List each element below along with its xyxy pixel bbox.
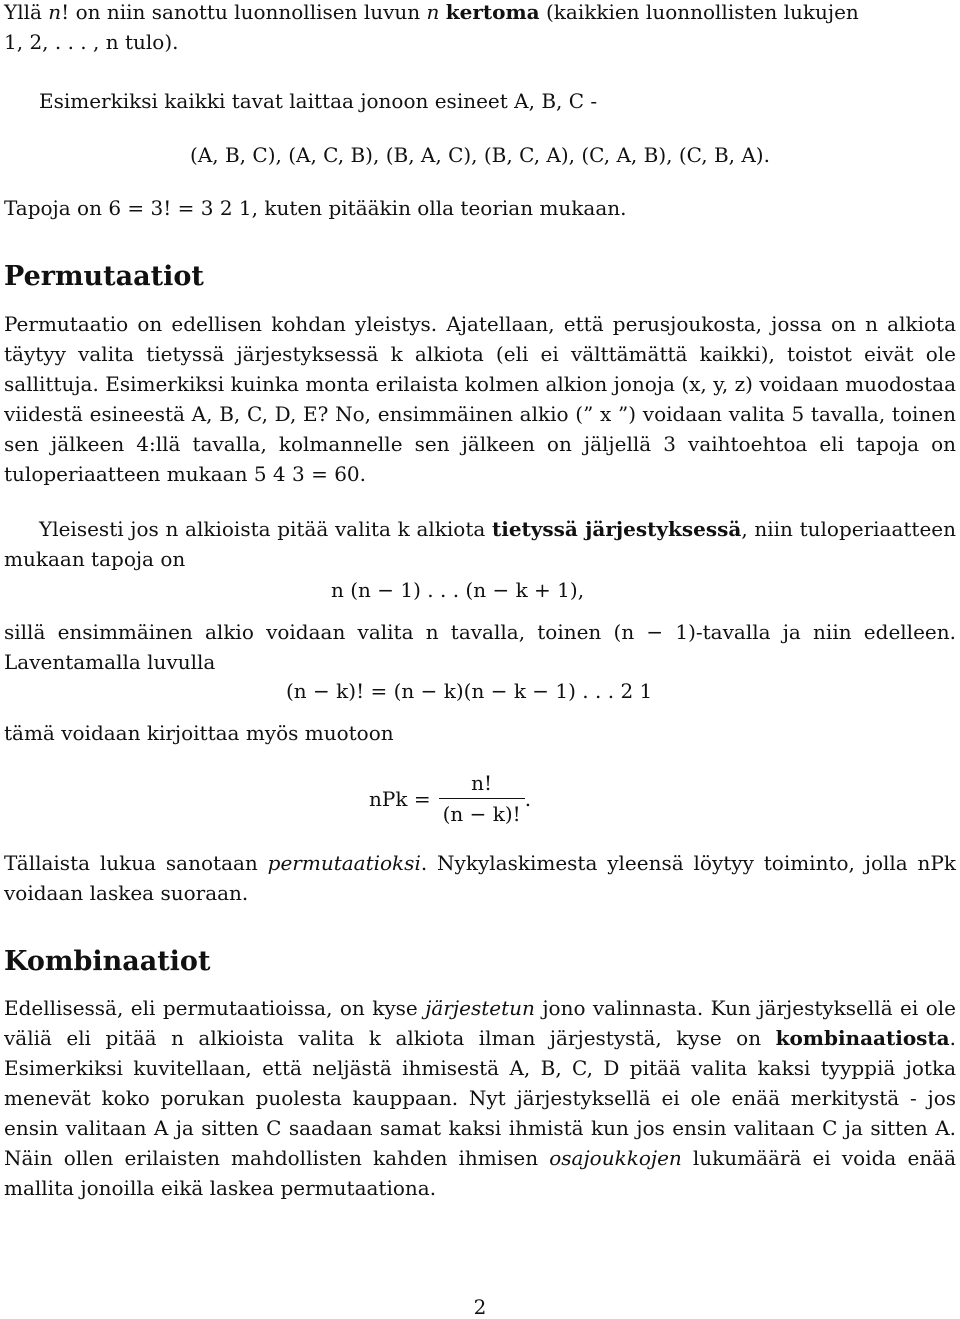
npk-fraction (439, 768, 525, 829)
general-paragraph (4, 514, 956, 574)
equation-factorial: (n − k)! = (n − k)(n − k − 1) . . . 2 1 (286, 679, 653, 703)
calc-text-2: . Nykylaskimesta yleensä löytyy toiminto, jolla nPk voidaan laskea suoraan. (4, 851, 956, 905)
permutations-list: (A, B, C), (A, C, B), (B, A, C), (B, C, A), (C, A, B), (C, B, A). (190, 143, 770, 167)
comb-text-4: lukumäärä ei voida enää mallita jonoilla eikä laskea permutaationa. (4, 1146, 957, 1200)
kombinaatiosta-term: kombinaatiosta (775, 1026, 950, 1050)
equation-npk (369, 768, 531, 829)
intro-text-3: (kaikkien luonnollisten lukujen (539, 0, 859, 24)
comb-text-3: . Esimerkiksi kuvitellaan, että neljästä ihmisestä A, B, C, D pitää valita kaksi tyyppiä jotka menevät koko porukan puolesta kauppaan. Nyt järjestyksellä ei ole enää merkitystä - jos ensin valitaan A ja sitten C saadaan samat kaksi ihmistä kun jos ensin valitaan C ja sitten A. Näin ollen erilaisten mahdollisten kahden ihmisen (4, 1026, 956, 1170)
calc-text-1: Tällaista lukua sanotaan (4, 851, 268, 875)
ways-line: Tapoja on 6 = 3! = 3 2 1, kuten pitääkin olla teorian mukaan. (4, 196, 627, 220)
rewrite-line: tämä voidaan kirjoittaa myös muotoon (4, 721, 394, 745)
combination-paragraph (4, 993, 956, 1203)
heading-kombinaatiot: Kombinaatiot (4, 946, 211, 977)
tietyssa-term: tietyssä järjestyksessä (491, 517, 742, 541)
heading-permutaatiot: Permutaatiot (4, 261, 204, 292)
permutaatioksi-term: permutaatioksi (267, 851, 421, 875)
kertoma-term: kertoma (445, 0, 540, 24)
general-text-2: , niin tuloperiaatteen mukaan tapoja on (4, 517, 957, 571)
intro-var-n: n (48, 0, 62, 24)
explain-paragraph: sillä ensimmäinen alkio voidaan valita n tavalla, toinen (n − 1)-tavalla ja niin edelleen. Laventamalla luvulla (4, 620, 956, 674)
permutation-paragraph: Permutaatio on edellisen kohdan yleistys. Ajatellaan, että perusjoukosta, jossa on n alkiota täytyy valita tietyssä järjestyksessä k alkiota (eli ei välttämättä kaikki), toistot eivät ole sallittuja. Esimerkiksi kuinka monta erilaista kolmen alkion jonoja (x, y, z) voidaan muodostaa viidestä esineestä A, B, C, D, E? No, ensimmäinen alkio (” x ”) voidaan valita 5 tavalla, toinen sen jälkeen 4:llä tavalla, kolmannelle sen jälkeen on jäljellä 3 vaihtoehtoa eli tapoja on tuloperiaatteen mukaan 5 4 3 = 60. (4, 312, 956, 486)
npk-denominator: (n − k)! (439, 798, 525, 829)
intro-var-n2: n (426, 0, 440, 24)
npk-end: . (524, 786, 532, 811)
intro-paragraph (4, 0, 956, 57)
equation-product: n (n − 1) . . . (n − k + 1), (331, 578, 585, 602)
jarjestetun-term: järjestetun (425, 996, 535, 1020)
intro-text-1: Yllä (4, 0, 49, 24)
calculator-paragraph (4, 848, 956, 908)
npk-left: nPk = (369, 786, 431, 811)
page-number: 2 (473, 1295, 487, 1319)
general-text-1: Yleisesti jos n alkioista pitää valita k alkiota (39, 517, 492, 541)
intro-text-2: ! on niin sanottu luonnollisen luvun (61, 0, 427, 24)
intro-line-2: 1, 2, . . . , n tulo). (4, 30, 179, 54)
osajoukkojen-term: osajoukkojen (549, 1146, 682, 1170)
example-line: Esimerkiksi kaikki tavat laittaa jonoon esineet A, B, C - (39, 89, 598, 113)
comb-text-1: Edellisessä, eli permutaatioissa, on kyse (4, 996, 426, 1020)
comb-text-2: jono valinnasta. Kun järjestyksellä ei ole väliä eli pitää n alkioista valita k alkiota ilman järjestystä, kyse on (4, 996, 956, 1050)
npk-numerator: n! (471, 771, 493, 795)
